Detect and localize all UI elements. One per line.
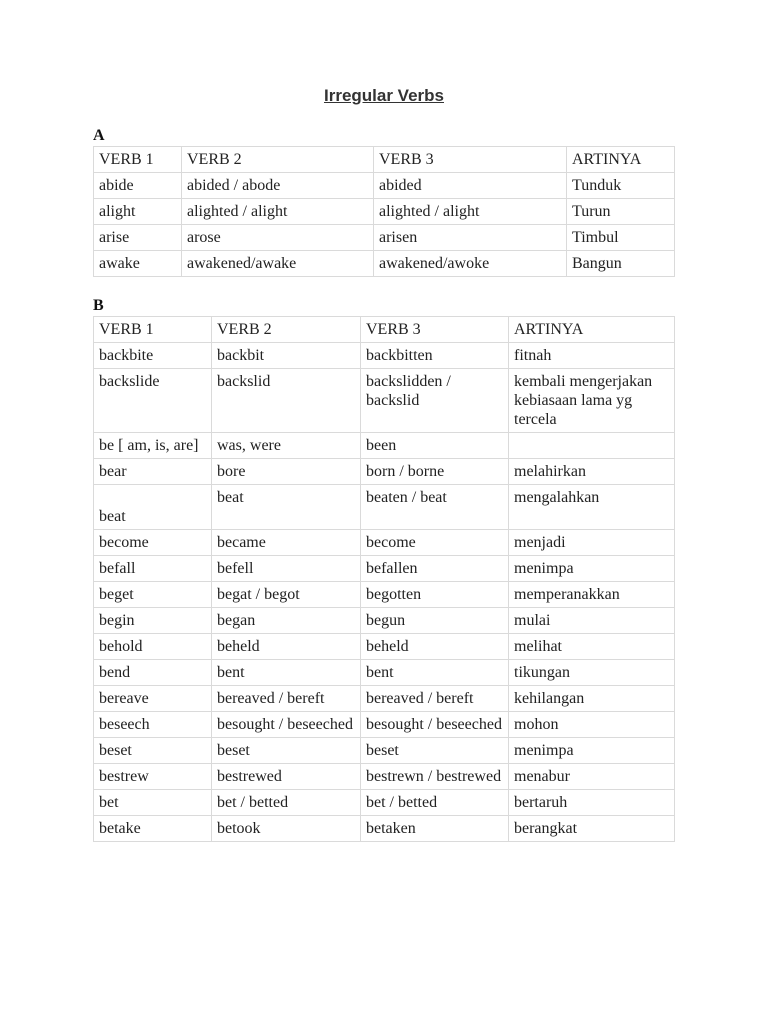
cell-verb1: beat [94, 485, 212, 530]
cell-verb2: was, were [212, 433, 361, 459]
cell-artinya: mulai [509, 608, 675, 634]
cell-artinya: Bangun [567, 251, 675, 277]
cell-verb3: beset [361, 738, 509, 764]
cell-artinya: kembali mengerjakan kebiasaan lama yg tercela [509, 369, 675, 433]
table-row [94, 660, 675, 686]
table-row [94, 369, 675, 433]
table-header-row [94, 317, 675, 343]
cell-verb3: arisen [374, 225, 567, 251]
cell-verb3: bet / betted [361, 790, 509, 816]
cell-verb3: befallen [361, 556, 509, 582]
cell-verb1: beget [94, 582, 212, 608]
table-row [94, 790, 675, 816]
table-row [94, 530, 675, 556]
table-row [94, 556, 675, 582]
cell-verb1: awake [94, 251, 182, 277]
header-verb3: VERB 3 [374, 147, 567, 173]
table-row [94, 343, 675, 369]
cell-verb3: abided [374, 173, 567, 199]
cell-verb3: become [361, 530, 509, 556]
table-header-row [94, 147, 675, 173]
cell-verb2: beheld [212, 634, 361, 660]
cell-verb2: betook [212, 816, 361, 842]
cell-artinya [509, 433, 675, 459]
cell-verb3: beaten / beat [361, 485, 509, 530]
table-row [94, 764, 675, 790]
cell-artinya: mohon [509, 712, 675, 738]
cell-verb1: bestrew [94, 764, 212, 790]
table-row [94, 225, 675, 251]
cell-verb1: betake [94, 816, 212, 842]
section-b-letter: B [93, 297, 104, 314]
cell-artinya: menjadi [509, 530, 675, 556]
cell-artinya: Tunduk [567, 173, 675, 199]
cell-verb3: alighted / alight [374, 199, 567, 225]
table-b [93, 316, 675, 842]
cell-artinya: mengalahkan [509, 485, 675, 530]
cell-verb3: bent [361, 660, 509, 686]
cell-verb2: beat [212, 485, 361, 530]
header-verb2: VERB 2 [212, 317, 361, 343]
cell-verb1: arise [94, 225, 182, 251]
cell-artinya: memperanakkan [509, 582, 675, 608]
cell-verb1: begin [94, 608, 212, 634]
table-row [94, 173, 675, 199]
cell-verb1: bend [94, 660, 212, 686]
cell-verb3: besought / beseeched [361, 712, 509, 738]
cell-verb2: bent [212, 660, 361, 686]
header-verb2: VERB 2 [182, 147, 374, 173]
cell-verb2: arose [182, 225, 374, 251]
cell-verb2: abided / abode [182, 173, 374, 199]
cell-verb3: bereaved / bereft [361, 686, 509, 712]
table-row [94, 816, 675, 842]
cell-verb3: begotten [361, 582, 509, 608]
table-row [94, 459, 675, 485]
cell-verb1: bereave [94, 686, 212, 712]
cell-verb3: awakened/awoke [374, 251, 567, 277]
cell-verb2: besought / beseeched [212, 712, 361, 738]
cell-verb2: bore [212, 459, 361, 485]
cell-verb1: abide [94, 173, 182, 199]
table-row [94, 199, 675, 225]
cell-artinya: menabur [509, 764, 675, 790]
cell-artinya: menimpa [509, 556, 675, 582]
cell-artinya: Timbul [567, 225, 675, 251]
table-row [94, 608, 675, 634]
cell-verb3: backbitten [361, 343, 509, 369]
cell-verb1: backslide [94, 369, 212, 433]
cell-verb2: begat / begot [212, 582, 361, 608]
header-verb1: VERB 1 [94, 317, 212, 343]
cell-verb1: beset [94, 738, 212, 764]
section-a-letter: A [93, 127, 105, 144]
cell-verb1: beseech [94, 712, 212, 738]
table-row [94, 634, 675, 660]
table-row [94, 582, 675, 608]
cell-verb3: begun [361, 608, 509, 634]
cell-verb3: bestrewn / bestrewed [361, 764, 509, 790]
cell-verb1: behold [94, 634, 212, 660]
cell-verb2: befell [212, 556, 361, 582]
cell-verb2: backslid [212, 369, 361, 433]
cell-verb3: beheld [361, 634, 509, 660]
cell-verb3: been [361, 433, 509, 459]
cell-verb1: alight [94, 199, 182, 225]
cell-verb1: bear [94, 459, 212, 485]
cell-verb1: backbite [94, 343, 212, 369]
cell-artinya: berangkat [509, 816, 675, 842]
table-row [94, 738, 675, 764]
header-verb1: VERB 1 [94, 147, 182, 173]
cell-verb1: befall [94, 556, 212, 582]
cell-verb2: became [212, 530, 361, 556]
page-title: Irregular Verbs [323, 86, 444, 105]
table-row [94, 433, 675, 459]
table-row [94, 485, 675, 530]
header-artinya: ARTINYA [509, 317, 675, 343]
cell-artinya: tikungan [509, 660, 675, 686]
cell-artinya: kehilangan [509, 686, 675, 712]
cell-verb2: awakened/awake [182, 251, 374, 277]
cell-verb3: backslidden / backslid [361, 369, 509, 433]
cell-artinya: melihat [509, 634, 675, 660]
header-artinya: ARTINYA [567, 147, 675, 173]
cell-verb2: bestrewed [212, 764, 361, 790]
cell-verb2: beset [212, 738, 361, 764]
cell-verb3: betaken [361, 816, 509, 842]
cell-verb2: alighted / alight [182, 199, 374, 225]
table-row [94, 686, 675, 712]
cell-verb1: be [ am, is, are] [94, 433, 212, 459]
cell-verb1: become [94, 530, 212, 556]
cell-artinya: fitnah [509, 343, 675, 369]
cell-verb2: began [212, 608, 361, 634]
table-a [93, 146, 675, 277]
header-verb3: VERB 3 [361, 317, 509, 343]
cell-verb2: backbit [212, 343, 361, 369]
cell-verb2: bet / betted [212, 790, 361, 816]
cell-verb2: bereaved / bereft [212, 686, 361, 712]
cell-verb1: bet [94, 790, 212, 816]
cell-artinya: Turun [567, 199, 675, 225]
cell-artinya: melahirkan [509, 459, 675, 485]
cell-verb3: born / borne [361, 459, 509, 485]
cell-artinya: menimpa [509, 738, 675, 764]
cell-artinya: bertaruh [509, 790, 675, 816]
table-row [94, 712, 675, 738]
table-row [94, 251, 675, 277]
